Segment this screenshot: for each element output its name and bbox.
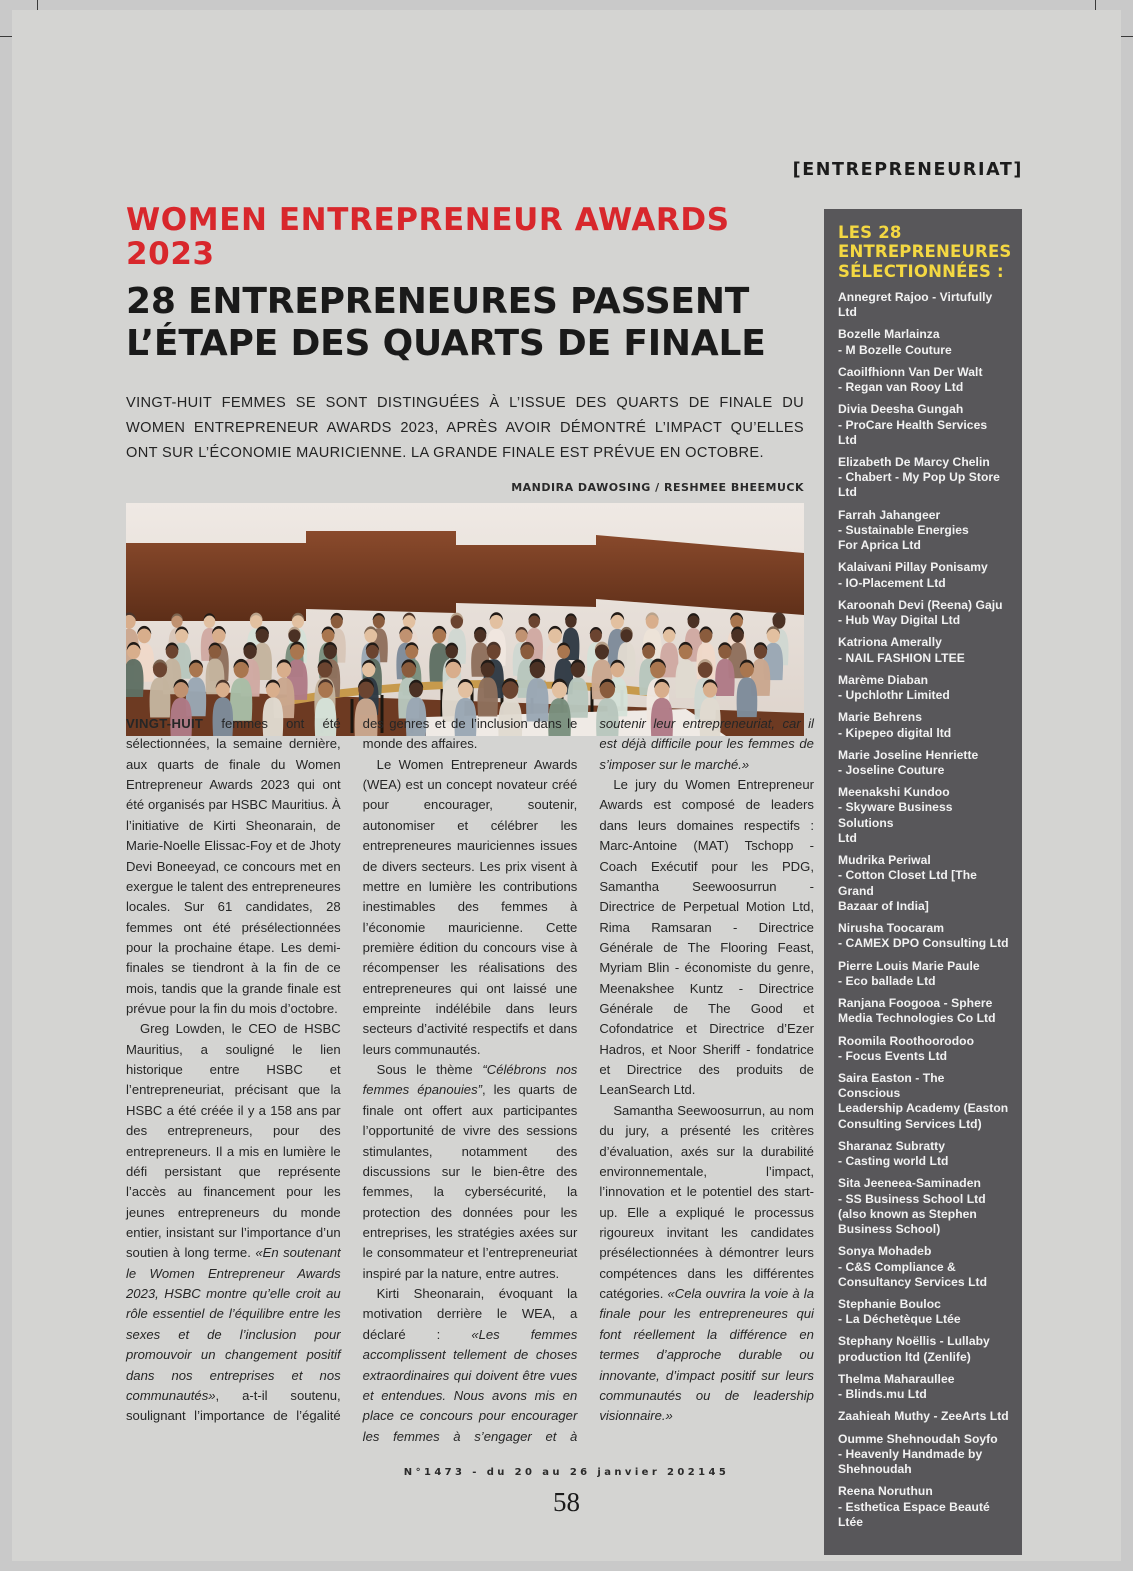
sidebar-entrepreneur-line: - Blinds.mu Ltd (838, 1387, 927, 1402)
page-title (126, 281, 808, 365)
sidebar-entrepreneur-line: - Joseline Couture (838, 762, 945, 777)
sidebar-entrepreneur-line: Annegret Rajoo - Virtufully Ltd (838, 289, 993, 320)
sidebar-entrepreneur-item (838, 1244, 1009, 1290)
sidebar-entrepreneur-line: production ltd (Zenlife) (838, 1349, 971, 1364)
sidebar-entrepreneur-item (838, 1409, 1009, 1424)
sidebar-entrepreneur-line: Reena Noruthun (838, 1484, 933, 1499)
sidebar-entrepreneur-item (838, 365, 1009, 395)
page-number: 58 (553, 1487, 580, 1517)
sidebar-entrepreneur-line: Sonya Mohadeb (838, 1244, 932, 1259)
sidebar-title-line-3: SÉLECTIONNÉES : (838, 261, 1004, 281)
sidebar-entrepreneur-item (838, 1334, 1009, 1364)
sidebar-entrepreneur-item (838, 1176, 1009, 1237)
sidebar-entrepreneur-line: Business School) (838, 1222, 941, 1237)
sidebar-entrepreneur-line: Thelma Maharaullee (838, 1371, 955, 1386)
sidebar-entrepreneur-line: Marie Joseline Henriette (838, 747, 979, 762)
body-quote-seewoosurrun: «Cela ouvrira la voie à la finale pour les entrepreneures qui font réellement la différence en termes d’approche durable ou innovante, d’impact positif sur leurs communautés ou de leadership visionnaire.» (599, 1286, 814, 1424)
body-paragraph-2a-text: Greg Lowden, le CEO de HSBC Mauritius, a souligné le lien historique entre HSBC et l’entrepreneuriat, précisant que la HSBC a été créée il y a 158 ans par des entrepreneurs, pour des entrepreneurs. Il a mis en lumière le défi persistant que représente l’accès au financement pour les jeunes entrepreneurs du monde entier, insistant sur l’importance d’un soutien à long terme. (126, 1021, 341, 1261)
sidebar-entrepreneur-line: Sharanaz Subratty (838, 1138, 946, 1153)
sidebar-entrepreneur-item (838, 673, 1009, 703)
body-paragraph-7a-text: Samantha Seewoosurrun, au nom du jury, a présenté les critères d’évaluation, axés sur la durabilité environnementale, l’impact, l’innovation et le potentiel des start-up. Elle a expliqué le processus rigoureux invitant les candidates présélectionnées à démontrer leurs compétences dans les différentes catégories. (599, 1102, 814, 1302)
sidebar-entrepreneur-item (838, 1372, 1009, 1402)
sidebar-entrepreneur-line: Ltd (838, 830, 857, 845)
article-standfirst: VINGT-HUIT FEMMES SE SONT DISTINGUÉES À L’ISSUE DES QUARTS DE FINALE DU WOMEN ENTREPRENEUR AWARDS 2023, APRÈS AVOIR DÉMONTRÉ L’IMPACT QU’ELLES ONT SUR L’ÉCONOMIE MAURICIENNE. LA GRANDE FINALE EST PRÉVUE EN OCTOBRE. (126, 394, 804, 462)
sidebar-entrepreneur-item (838, 635, 1009, 665)
sidebar-entrepreneur-line: - SS Business School Ltd (838, 1191, 986, 1206)
sidebar-entrepreneur-line: - Skyware Business Solutions (838, 800, 953, 830)
body-paragraph-2b-text: , a-t-il soutenu, soulignant l’importance de l’égalité des genres et de l’inclusion dans le monde des affaires. (126, 716, 578, 1424)
sidebar-entrepreneur-line: Karoonah Devi (Reena) Gaju (838, 597, 1003, 612)
body-quote-lowden: «En soutenant le Women Entrepreneur Awards 2023, HSBC montre qu’elle croit au rôle essentiel de l’équilibre entre les sexes et de l’inclusion pour promouvoir un changement positif dans nos entreprises et nos communautés» (126, 1245, 341, 1403)
sidebar-entrepreneur-line: Divia Deesha Gungah (838, 402, 964, 417)
sidebar-entrepreneur-item (838, 327, 1009, 357)
body-theme-title: “Célébrons nos femmes épanouies” (362, 1062, 578, 1098)
sidebar-entrepreneur-line: Stephany Noëllis - Lullaby (838, 1334, 990, 1349)
article-byline: MANDIRA DAWOSING / RESHMEE BHEEMUCK (511, 480, 804, 494)
sidebar-entrepreneur-line: Bozelle Marlainza (838, 327, 940, 342)
sidebar-title-line-1: LES 28 (838, 223, 902, 242)
sidebar-entrepreneur-line: - Sustainable Energies (838, 522, 969, 537)
sidebar-entrepreneur-item (838, 748, 1009, 778)
sidebar-entrepreneur-line: Elizabeth De Marcy Chelin (838, 455, 990, 469)
article-kicker: WOMEN ENTREPRENEUR AWARDS 2023 (126, 202, 730, 273)
sidebar-entrepreneur-item (838, 290, 1009, 320)
selected-entrepreneurs-sidebar (824, 209, 1022, 1555)
body-paragraph-4a-text: Sous le thème (376, 1062, 483, 1078)
group-photo-illustration (126, 503, 804, 736)
body-paragraph-4b-text: , les quarts de finale ont offert aux participantes l’opportunité de vivre des sessions stimulantes, notamment des discussions sur le bien-être des femmes, la cybersécurité, la protection des données pour les entreprises, les stratégies axées sur le consommateur et l’entrepreneuriat inspiré par la nature, entre autres. (362, 1082, 578, 1281)
sidebar-entrepreneur-item (838, 1297, 1009, 1327)
sidebar-entrepreneur-line: Ranjana Foogooa - Sphere (838, 996, 993, 1011)
article-header (118, 203, 808, 736)
sidebar-entrepreneur-item (838, 1139, 1009, 1169)
sidebar-entrepreneur-line: Meenakshi Kundoo (838, 785, 950, 800)
sidebar-entrepreneur-line: - C&S Compliance & (838, 1259, 956, 1274)
sidebar-entrepreneur-line: - IO-Placement Ltd (838, 575, 946, 590)
sidebar-entrepreneur-line: Consulting Services Ltd) (838, 1116, 982, 1131)
sidebar-entrepreneur-line: - Upchlothr Limited (838, 688, 950, 703)
sidebar-entrepreneur-line: - Hub Way Digital Ltd (838, 613, 961, 628)
sidebar-entrepreneur-line: Katriona Amerally (838, 635, 942, 650)
sidebar-entrepreneur-line: Kalaivani Pillay Ponisamy (838, 560, 988, 575)
sidebar-entrepreneur-line: (also known as Stephen (838, 1206, 977, 1221)
sidebar-entrepreneur-line: - NAIL FASHION LTEE (838, 650, 965, 665)
sidebar-entrepreneur-line: - Kipepeo digital ltd (838, 725, 952, 740)
sidebar-entrepreneur-line: Oumme Shehnoudah Soyfo (838, 1431, 998, 1446)
body-paragraph (599, 1101, 814, 1427)
body-paragraph: Le jury du Women Entrepreneur Awards est composé de leaders dans leurs domaines respectifs : Marc-Antoine (MAT) Tschopp - Coach Exécutif pour les PDG, Samantha Seewoosurrun - Directrice de Perpetual Motion Ltd, Rima Ramsaran - Directrice Générale de The Flooring Feast, Myriam Blin - économiste du genre, Meenakshee Kuntz - Directrice Générale de The Good et Cofondatrice et Directrice d’Ezer Hadros, et Noor Sheriff - fondatrice et Directrice des produits de LeanSearch Ltd. (599, 777, 814, 1098)
sidebar-entrepreneur-line: Caoilfhionn Van Der Walt (838, 364, 983, 379)
sidebar-entrepreneur-line: - M Bozelle Couture (838, 342, 952, 357)
sidebar-entrepreneur-line: Bazaar of India] (838, 898, 929, 913)
sidebar-entrepreneur-item (838, 959, 1009, 989)
body-paragraph (363, 1060, 578, 1284)
sidebar-title-line-2: ENTREPRENEURES (838, 242, 1012, 262)
sidebar-entrepreneur-line: Consultancy Services Ltd (838, 1274, 988, 1289)
sidebar-entrepreneur-line: Media Technologies Co Ltd (838, 1011, 996, 1026)
issue-footer: N°1473 - du 20 au 26 janvier 202145 (403, 1467, 730, 1478)
sidebar-entrepreneur-item (838, 455, 1009, 501)
body-paragraph (126, 714, 341, 1019)
sidebar-entrepreneur-item (838, 1034, 1009, 1064)
sidebar-entrepreneur-line: - Eco ballade Ltd (838, 973, 936, 988)
sidebar-entrepreneur-item (838, 785, 1009, 846)
sidebar-entrepreneur-line: Stephanie Bouloc (838, 1297, 941, 1312)
body-paragraph-1-text: femmes ont été sélectionnées, la semaine dernière, aux quarts de finale du Women Entrepreneur Awards 2023 qui ont été organisés par HSBC Mauritius. À l’initiative de Kirti Sheonarain, de Marie-Noelle Elissac-Foy et de Jhoty Devi Boneeyad, ce concours met en exergue le talent des entrepreneures locales. Sur 61 candidates, 28 femmes ont été présélectionnées pour la prochaine étape. Les demi-finales se tiendront à la fin de ce mois, tandis que la grande finale est prévue pour la fin du mois d’octobre. (126, 716, 341, 1017)
sidebar-entrepreneur-line: Roomila Roothoorodoo (838, 1033, 975, 1048)
section-rubric: [ENTREPRENEURIAT] (792, 160, 1023, 180)
sidebar-entrepreneur-item (838, 996, 1009, 1026)
sidebar-entrepreneur-line: Pierre Louis Marie Paule (838, 958, 980, 973)
body-quote-sheonarain: «Les femmes accomplissent tellement de choses extraordinaires qui doivent être vues et entendues. Nous avons mis en place ce concours pour encourager les femmes à s’engager et à soutenir leur entrepreneuriat, car il est déjà difficile pour les femmes de s’imposer sur le marché.» (362, 716, 814, 1444)
sidebar-entrepreneur-line: - La Déchetèque Ltée (838, 1312, 961, 1327)
sidebar-entrepreneur-line: - Chabert - My Pop Up Store Ltd (838, 470, 1000, 500)
article-photo (126, 503, 804, 736)
sidebar-entrepreneur-line: Nirusha Toocaram (838, 921, 945, 936)
magazine-page (12, 10, 1121, 1561)
sidebar-entrepreneur-line: - ProCare Health Services Ltd (838, 417, 988, 447)
sidebar-entrepreneur-line: Marie Behrens (838, 710, 922, 725)
sidebar-entrepreneur-item (838, 921, 1009, 951)
sidebar-entrepreneur-item (838, 560, 1009, 590)
sidebar-title (838, 223, 1012, 281)
sidebar-entrepreneur-line: Mudrika Periwal (838, 853, 931, 868)
sidebar-entrepreneur-item (838, 402, 1009, 448)
sidebar-entrepreneur-line: - Focus Events Ltd (838, 1048, 948, 1063)
headline-line-2: L’ÉTAPE DES QUARTS DE FINALE (126, 322, 766, 364)
sidebar-entrepreneur-line: - Regan van Rooy Ltd (838, 380, 964, 395)
sidebar-entrepreneur-line: Marème Diaban (838, 672, 929, 687)
body-paragraph-5a-text: Kirti Sheonarain, évoquant la motivation derrière le WEA, a déclaré : (362, 1286, 578, 1342)
sidebar-entrepreneur-item (838, 598, 1009, 628)
sidebar-entrepreneur-line: - Casting world Ltd (838, 1154, 949, 1169)
sidebar-entrepreneur-line: - Cotton Closet Ltd [The Grand (838, 868, 977, 898)
body-paragraph: Le Women Entrepreneur Awards (WEA) est un concept novateur créé pour encourager, soutenir, autonomiser et célébrer les entrepreneures mauriciennes issues de divers secteurs. Les prix visent à mettre en lumière les contributions inestimables des femmes à l’économie mauricienne. Cette première édition du concours vise à récompenser les réalisations des entrepreneures qui ont laissé une empreinte indélébile dans leurs secteurs d’activité respectifs et dans leurs communautés. (362, 756, 578, 1057)
sidebar-entrepreneur-line: Farrah Jahangeer (838, 507, 941, 522)
sidebar-entrepreneur-line: Leadership Academy (Easton (838, 1101, 1009, 1116)
sidebar-entrepreneur-line: - Heavenly Handmade by (838, 1446, 983, 1461)
body-lead-in: VINGT-HUIT (126, 716, 204, 731)
article-body (126, 714, 814, 1447)
sidebar-entrepreneur-line: - Esthetica Espace Beauté Ltée (838, 1499, 990, 1529)
sidebar-entrepreneur-line: Shehnoudah (838, 1462, 912, 1477)
sidebar-entrepreneur-item (838, 508, 1009, 554)
sidebar-entrepreneur-line: - CAMEX DPO Consulting Ltd (838, 936, 1009, 951)
sidebar-entrepreneur-list (838, 290, 1009, 1530)
sidebar-entrepreneur-line: For Aprica Ltd (838, 538, 921, 553)
sidebar-entrepreneur-line: Zaahieah Muthy - ZeeArts Ltd (838, 1409, 1009, 1424)
sidebar-entrepreneur-line: Sita Jeeneea-Saminaden (838, 1176, 981, 1191)
sidebar-entrepreneur-line: Saira Easton - The Conscious (838, 1070, 945, 1101)
sidebar-entrepreneur-item (838, 853, 1009, 914)
sidebar-entrepreneur-item (838, 1071, 1009, 1132)
sidebar-entrepreneur-item (838, 710, 1009, 740)
headline-line-1: 28 ENTREPRENEURES PASSENT (126, 281, 750, 323)
